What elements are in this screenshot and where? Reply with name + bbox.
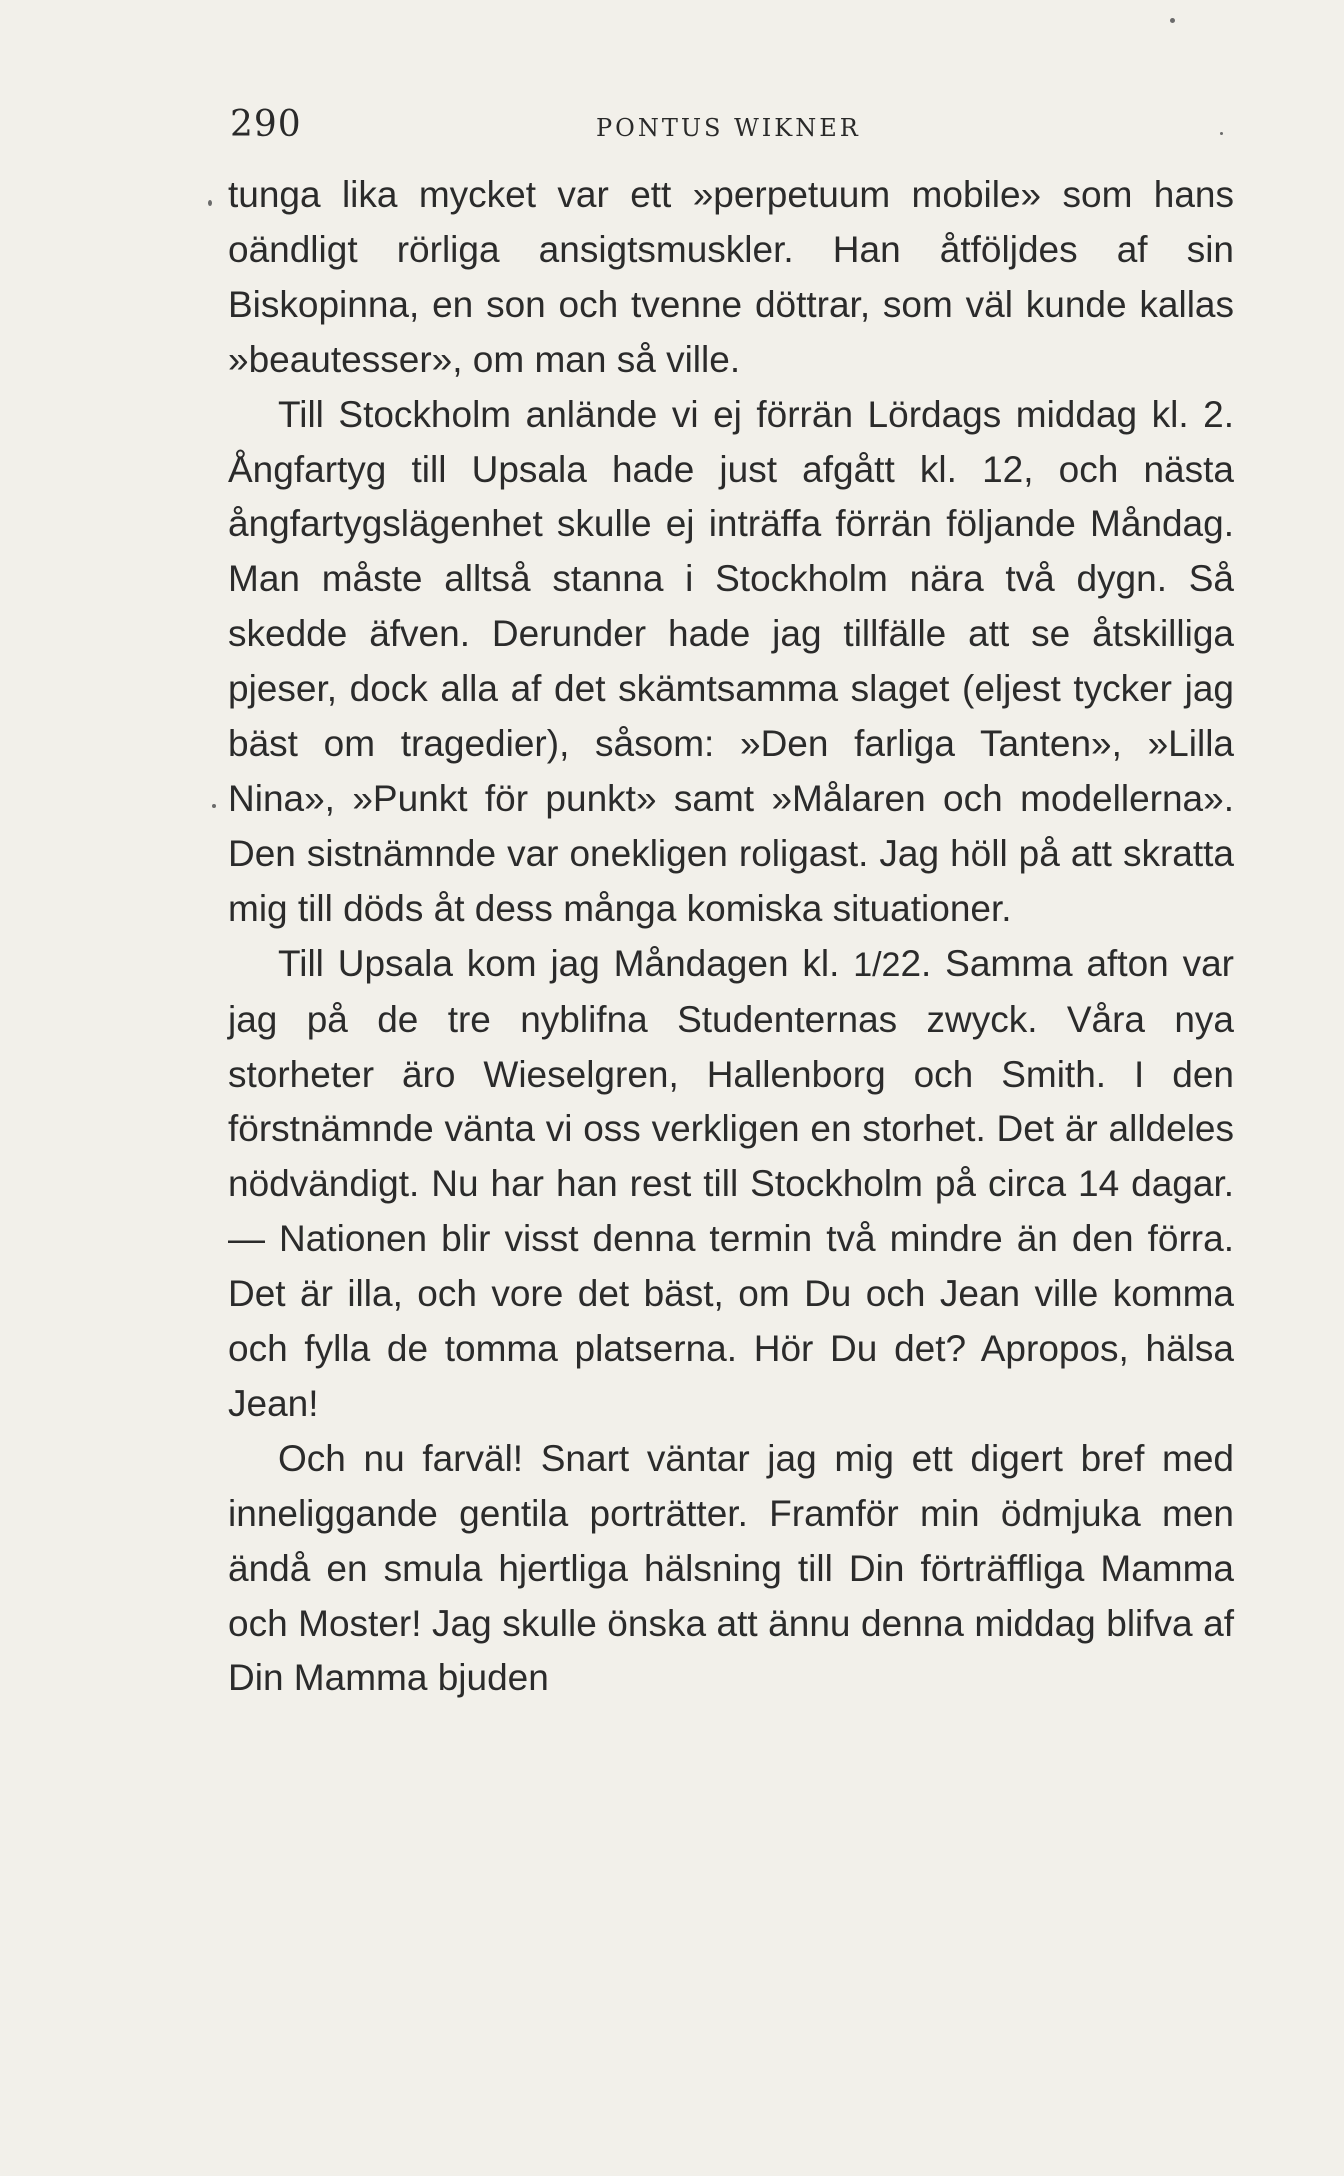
paper-speck bbox=[1170, 18, 1175, 23]
fraction: 1/2 bbox=[853, 945, 901, 984]
page-number: 290 bbox=[230, 104, 302, 145]
paragraph bbox=[228, 388, 1234, 937]
body-text bbox=[228, 168, 1234, 1706]
running-head: PONTUS WIKNER bbox=[596, 114, 861, 142]
paragraph-text: Och nu farväl! Snart väntar jag mig ett digert bref med inneliggande gentila porträtter. Framför min ödmjuka men ändå en smula hjertliga hälsning till Din förträffliga Mamma och Moster! Jag skulle önska att ännu denna middag blifva af Din Mamma bjuden bbox=[228, 1437, 1234, 1699]
paper-speck bbox=[212, 804, 216, 808]
paragraph-text: Till Upsala kom jag Måndagen kl. bbox=[278, 942, 854, 984]
paper-speck bbox=[208, 200, 212, 206]
paragraph bbox=[228, 937, 1234, 1432]
paragraph-text: Till Stockholm anlände vi ej förrän Lördags middag kl. 2. Ångfartyg till Upsala hade just afgått kl. 12, och nästa ångfartygslägenhet skulle ej inträffa förrän följande Måndag. Man måste alltså stanna i Stockholm nära två dygn. Så skedde äfven. Derunder hade jag tillfälle att se åtskilliga pjeser, dock alla af det skämtsamma slaget (eljest tycker jag bäst om tragedier), såsom: »Den farliga Tanten», »Lilla Nina», »Punkt för punkt» samt »Målaren och modellerna». Den sistnämnde var onekligen roligast. Jag höll på att skratta mig till döds åt dess många komiska situationer. bbox=[228, 393, 1234, 929]
paragraph-text: 2. Samma afton var jag på de tre nyblifna Studenternas zwyck. Våra nya storheter äro Wieselgren, Hallenborg och Smith. I den förstnämnde vänta vi oss verkligen en storhet. Det är alldeles nödvändigt. Nu har han rest till Stockholm på circa 14 dagar. — Nationen blir visst denna termin två mindre än den förra. Det är illa, och vore det bäst, om Du och Jean ville komma och fylla de tomma platserna. Hör Du det? Apropos, hälsa Jean! bbox=[228, 942, 1234, 1424]
paragraph bbox=[228, 168, 1234, 388]
paragraph-text: tunga lika mycket var ett »perpetuum mobile» som hans oändligt rörliga ansigtsmuskler. Han åtföljdes af sin Biskopinna, en son och tvenne döttrar, som väl kunde kallas »beautesser», om man så ville. bbox=[228, 174, 1234, 380]
page-header bbox=[228, 104, 1234, 154]
paragraph bbox=[228, 1432, 1234, 1707]
